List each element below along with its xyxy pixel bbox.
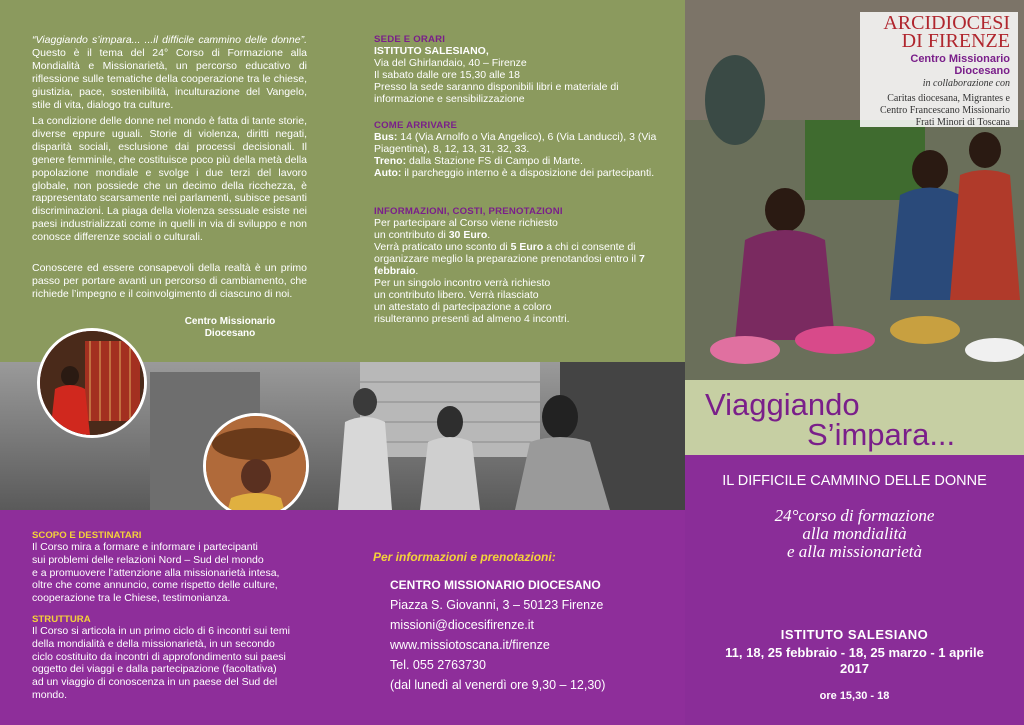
- struttura-section: [32, 614, 332, 702]
- treno-info: [374, 155, 674, 167]
- signature-line2: Diocesano: [204, 328, 256, 339]
- struttura-text: Il Corso si articola in un primo ciclo di 6 incontri sui temi della mondialità e della missionarietà, in un secondo ciclo costituito da incontri di approfondimento sui paesi oggetto dei viaggi e dalla partecipazione (facoltativa) ad un viaggio di conoscenza in un paese del Sud del mondo.: [32, 625, 290, 701]
- contact-address: Piazza S. Giovanni, 3 – 50123 Firenze: [390, 598, 604, 612]
- auto-text: il parcheggio interno è a disposizione dei partecipanti.: [401, 167, 655, 179]
- logo-box: [860, 12, 1018, 127]
- scopo-text: Il Corso mira a formare e informare i partecipanti sui problemi delle relazioni Nord – Sud del mondo e a promuovere l’attenzione alla missionarietà intesa, oltre che come annuncio, come rispetto delle culture, cooperazione tra le Chiese, testimonianza.: [32, 541, 280, 605]
- collab-label: in collaborazione con: [922, 78, 1010, 89]
- subtitle: IL DIFFICILE CAMMINO DELLE DONNE: [722, 473, 987, 489]
- basket-woman-image: [206, 416, 306, 516]
- course-line1: 24°corso di formazione: [774, 506, 935, 525]
- contact-heading: Per informazioni e prenotazioni:: [373, 550, 556, 564]
- info-p2d: 7 febbraio: [374, 253, 645, 277]
- dates: [685, 645, 1024, 677]
- info-p1b: 30 Euro: [448, 229, 488, 241]
- info-heading: INFORMAZIONI, COSTI, PRENOTAZIONI: [374, 206, 563, 217]
- info-p2b: 5 Euro: [510, 241, 544, 253]
- intro-panel: [0, 0, 355, 362]
- treno-label: Treno:: [374, 155, 407, 167]
- contact-website[interactable]: www.missiotoscana.it/firenze: [390, 638, 550, 652]
- course-line2: alla mondialità: [802, 524, 907, 543]
- dates-line1: 11, 18, 25 febbraio - 18, 25 marzo - 1 aprile: [725, 645, 984, 660]
- title-band: [685, 380, 1024, 455]
- signature: [150, 316, 310, 340]
- course-line3: e alla missionarietà: [786, 542, 923, 561]
- info-p3: Per un singolo incontro verrà richiesto un contributo libero. Verrà rilasciato un attestato di partecipazione a coloro risulteranno presenti ad almeno 4 incontri.: [374, 277, 570, 325]
- contact-org: CENTRO MISSIONARIO DIOCESANO: [390, 578, 601, 592]
- title-line2: S’impara...: [807, 417, 956, 452]
- sede-name: ISTITUTO SALESIANO,: [374, 45, 489, 57]
- treno-text: dalla Stazione FS di Campo di Marte.: [406, 155, 583, 167]
- course-title: [685, 507, 1024, 561]
- arrivare-heading: COME ARRIVARE: [374, 120, 458, 131]
- struttura-heading: STRUTTURA: [32, 614, 91, 625]
- cover-details: [685, 455, 1024, 725]
- sede-section: [374, 34, 674, 105]
- basket-woman-photo: [203, 413, 309, 519]
- sede-details: Via del Ghirlandaio, 40 – Firenze Il sabato dalle ore 15,30 alle 18 Presso la sede saranno disponibili libri e materiale di informazione e sensibilizzazione: [374, 57, 619, 105]
- logo-line1: ARCIDIOCESI: [883, 12, 1010, 34]
- venue: ISTITUTO SALESIANO: [780, 627, 929, 642]
- info-p1c: .: [487, 229, 491, 241]
- weaver-image: [40, 331, 144, 435]
- title-line1: Viaggiando: [705, 387, 860, 422]
- logo-subtitle: Centro Missionario Diocesano: [910, 53, 1010, 77]
- dates-line2: 2017: [840, 661, 869, 676]
- scopo-heading: SCOPO E DESTINATARI: [32, 530, 142, 541]
- arrivare-section: [374, 120, 674, 179]
- contact-hours: (dal lunedì al venerdì ore 9,30 – 12,30): [390, 678, 606, 692]
- cover-panel: [685, 0, 1024, 725]
- bus-info: [374, 131, 674, 155]
- auto-info: [374, 167, 674, 179]
- auto-label: Auto:: [374, 167, 402, 179]
- bus-text: 14 (Via Arnolfo o Via Angelico), 6 (Via Landucci), 3 (Via Piagentina), 8, 12, 13, 31, 32, 33.: [374, 131, 657, 155]
- intro-rest: Questo è il tema del 24° Corso di Formazione alla Mondialità e Missionarietà, un percorso educativo di riflessione sulle tematiche della cooperazione tra le chiese, giustizia, pace, sostenibilità, inculturazione del Vangelo, stile di vita, dialogo tra culture.: [32, 46, 307, 111]
- scopo-section: [32, 530, 332, 605]
- sede-heading: SEDE E ORARI: [374, 34, 446, 45]
- info-p2e: .: [415, 265, 419, 277]
- weaver-photo: [37, 328, 147, 438]
- women-condition-paragraph: La condizione delle donne nel mondo è fatta di tante storie, diverse eppure uguali. Storie di violenza, diritti negati, disparità sociali, esclusione dai processi decisionali. Il genere femminile, che costituisce poco più della metà della popolazione mondiale e svolge i due terzi del lavoro globale, non possiede che un decimo della ricchezza, è rappresentato scarsamente nei parlamenti, subisce pesanti discriminazioni. La piaga della violenza sessuale esiste nei paesi industrializzati come in quelli in via di sviluppo e non conosce differenze sociali o culturali.: [32, 115, 307, 244]
- contact-section: [373, 550, 673, 692]
- intro-paragraph: [32, 34, 307, 111]
- bus-label: Bus:: [374, 131, 398, 143]
- info-p1a: Per partecipare al Corso viene richiesto un contributo di: [374, 217, 558, 241]
- awareness-paragraph: Conoscere ed essere consapevoli della realtà è un primo passo per portare avanti un percorso di cambiamento, che richiede l’impegno e il coinvolgimento di ciascuno di noi.: [32, 262, 307, 300]
- hours: ore 15,30 - 18: [819, 690, 890, 702]
- info-p2: [374, 241, 674, 277]
- logo-line2: DI FIRENZE: [901, 30, 1010, 52]
- partners: Caritas diocesana, Migrantes e Centro Francescano Missionario Frati Minori di Toscana: [880, 93, 1010, 128]
- info-p1: [374, 217, 674, 241]
- info-section: [374, 206, 674, 325]
- signature-line1: Centro Missionario: [184, 316, 276, 327]
- details-panel: [0, 510, 685, 725]
- contact-phone: Tel. 055 2763730: [390, 658, 486, 672]
- info-p2c: a chi ci consente di organizzare meglio la preparazione prenotandosi entro il: [374, 241, 639, 265]
- contact-email[interactable]: missioni@diocesifirenze.it: [390, 618, 534, 632]
- info-p2a: Verrà praticato uno sconto di: [374, 241, 511, 253]
- info-panel: [355, 0, 685, 362]
- intro-quote: “Viaggiando s’impara... ...il difficile cammino delle donne”.: [32, 34, 307, 46]
